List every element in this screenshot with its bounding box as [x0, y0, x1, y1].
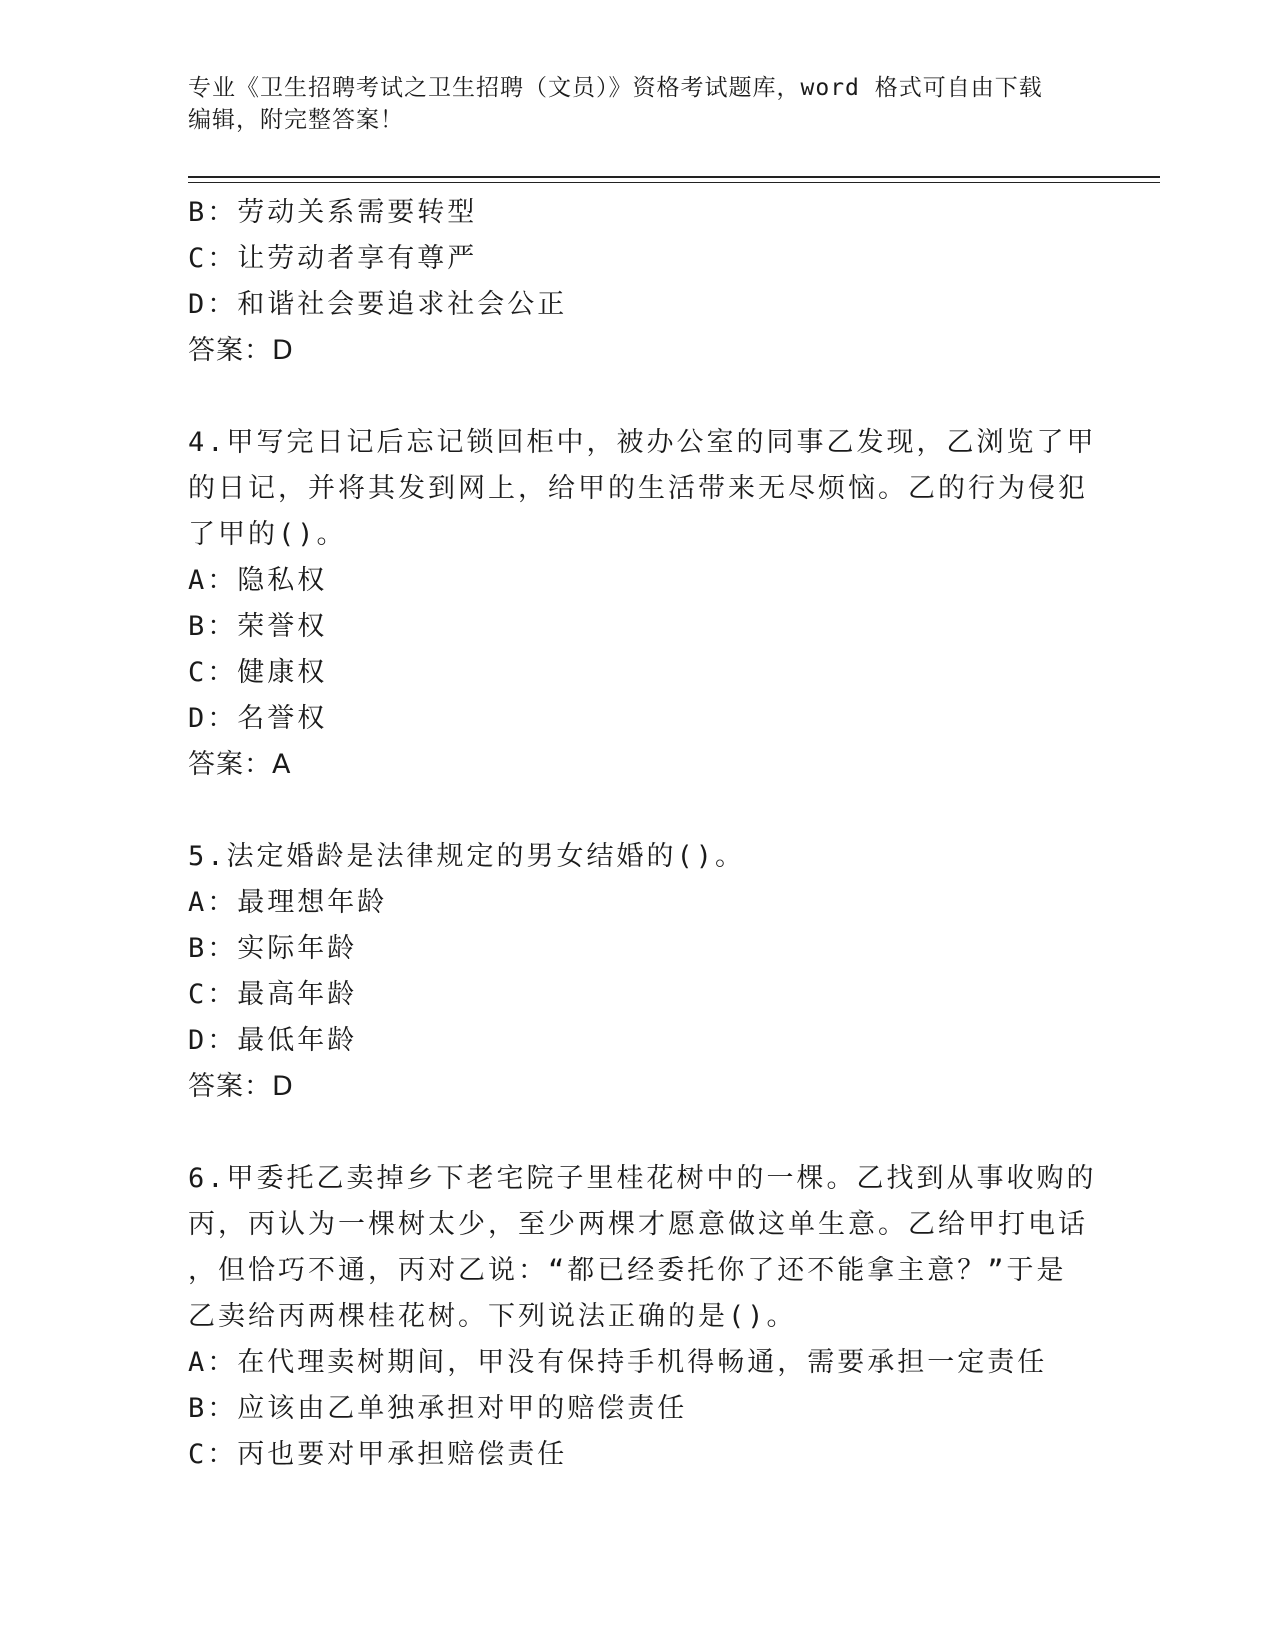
option-b: B：应该由乙单独承担对甲的赔偿责任 [188, 1393, 688, 1424]
question-6 [188, 1156, 1097, 1478]
question-text-line: 丙，丙认为一棵树太少，至少两棵才愿意做这单生意。乙给甲打电话 [188, 1209, 1088, 1240]
question-text-line: 的日记，并将其发到网上，给甲的生活带来无尽烦恼。乙的行为侵犯 [188, 473, 1088, 504]
page-header [188, 72, 1088, 136]
option-a: A：在代理卖树期间，甲没有保持手机得畅通，需要承担一定责任 [188, 1347, 1048, 1378]
option-d: D：最低年龄 [188, 1025, 358, 1056]
option-b: B：荣誉权 [188, 611, 328, 642]
question-text-line: 了甲的()。 [188, 519, 347, 550]
question-list [188, 190, 1097, 1478]
answer: 答案：A [188, 749, 292, 780]
option-c: C：丙也要对甲承担赔偿责任 [188, 1439, 568, 1470]
option-b: B：劳动关系需要转型 [188, 197, 478, 228]
question-text-line: 6.甲委托乙卖掉乡下老宅院子里桂花树中的一棵。乙找到从事收购的 [188, 1163, 1097, 1194]
answer: 答案：D [188, 1071, 294, 1102]
option-b: B：实际年龄 [188, 933, 358, 964]
option-d: D：名誉权 [188, 703, 328, 734]
answer: 答案：D [188, 335, 294, 366]
question-text-line: ，但恰巧不通，丙对乙说：“都已经委托你了还不能拿主意？”于是 [188, 1255, 1067, 1286]
header-rule-thin [188, 182, 1160, 183]
option-d: D：和谐社会要追求社会公正 [188, 289, 568, 320]
header-rule-thick [188, 176, 1160, 178]
header-line-2: 编辑，附完整答案！ [188, 107, 404, 133]
option-c: C：让劳动者享有尊严 [188, 243, 478, 274]
question-text-line: 5.法定婚龄是法律规定的男女结婚的()。 [188, 841, 746, 872]
question-text-line: 乙卖给丙两棵桂花树。下列说法正确的是()。 [188, 1301, 797, 1332]
option-c: C：最高年龄 [188, 979, 358, 1010]
question-5 [188, 834, 1088, 1110]
question-3-tail [188, 190, 1088, 374]
question-text-line: 4.甲写完日记后忘记锁回柜中，被办公室的同事乙发现，乙浏览了甲 [188, 427, 1097, 458]
option-a: A：最理想年龄 [188, 887, 388, 918]
header-line-1: 专业《卫生招聘考试之卫生招聘（文员）》资格考试题库，word 格式可自由下载 [188, 75, 1043, 101]
question-4 [188, 420, 1097, 788]
option-c: C：健康权 [188, 657, 328, 688]
option-a: A：隐私权 [188, 565, 328, 596]
